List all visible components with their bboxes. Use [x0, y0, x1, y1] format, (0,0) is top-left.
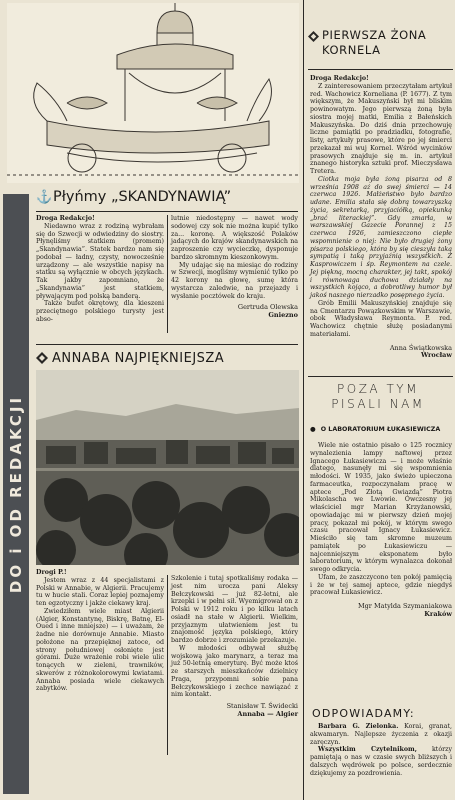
article1-paragraph: lutnie niedostępny — nawet wody sodowej czy sok nie można kupić tylko za... koronę. A większość Polaków jadących do krajów skandynawskich na zaproszenie czy wycieczkę, dysponuje bardzo skromnym kieszonkowym.: [171, 215, 298, 261]
article1-title: Płyńmy „SKANDYNAWIĄ”: [53, 189, 232, 205]
sidebar-label: DO i OD REDAKCJI: [7, 394, 25, 594]
article4-city: Kraków: [424, 609, 452, 618]
article1-column-1: [36, 215, 164, 324]
article1-author: Gertruda Olewska: [237, 303, 298, 312]
annaba-photo: [36, 370, 299, 565]
diamond-icon: [36, 352, 48, 364]
article4-subtitle-row: [310, 416, 452, 435]
article3-city: Annaba — Algier: [237, 709, 298, 718]
article4-author: Mgr Matylda Szymaniakowa: [357, 602, 452, 610]
article1-paragraph: My udając się na miesiąc do rodziny w Szwecji, mogliśmy wymienić tylko po 42 korony na głowę, sumę która wystarcza zaledwie, na przejazdy i wysłanie pocztówek do kraju.: [171, 261, 298, 300]
answer-recipient: Barbara G. Zielonka.: [318, 723, 399, 730]
ship-icon: ⚓: [36, 190, 53, 205]
article1-city: Gniezno: [268, 311, 298, 319]
article3-author: Stanisław T. Świdecki: [226, 702, 298, 710]
article2-title: PIERWSZA ŻONA KORNELA: [322, 28, 427, 57]
article4-body: [310, 442, 452, 619]
article1-heading: [36, 187, 298, 209]
diamond-icon: [308, 31, 319, 42]
article4-subtitle: O LABORATORIUM ŁUKASIEWICZA: [320, 426, 441, 433]
article3-column-2: [171, 575, 298, 719]
article2-paragraph: Ciotka moja była żoną pisarza od 8 września 1908 aż do swej śmierci — 14 czerwca 1926. Małżeństwo było bardzo udane. Emilia stała się dobrą towarzyszką życia, sekretarką, przyjaciółką, opiekunką „brać literackiej”. Gdy zmarła, w warszawskiej Gazecie Porannej z 15 czerwca 1926, zamieszczono ciepłe wspomnienie o niej: Nie było drugiej żony pisarza polskiego, która by się cieszyła taką sympatią i taką przyjaźnią wszystkich. Z Kasprowiczem i śp. Reymontem na czele. Jej piękną, mocną charakter, jej takt, spokój i równowaga duchowa działały na wszystkich kojąco, a dobrotliwy humor był jakoś naszego nierzadko posępnego życia.: [310, 175, 452, 299]
article1-paragraph: Także bufet okrętowy, dla kieszeni przeciętnego polskiego turysty jest abso-: [36, 300, 164, 323]
article3-paragraph: Zwiedziłem wiele miast Algierii (Algier, Konstantynę, Biskrę, Batnę, El-Oued i inne mniejsze) — i uważam, że żadne nie dorównuje Annabie. Miasto położone na przepięknej zatoce, od strony południowej osłonięte jest górami. Duże wrażenie robi wiele ulic tonących w zieleni, trawników, skwerów z różnokolorowymi kwiatami. Annaba posiada wiele ciekawych zabytków.: [36, 607, 164, 693]
article2-heading: [308, 28, 453, 68]
article3-title: ANNABA NAJPIĘKNIEJSZA: [52, 351, 225, 366]
article2-salutation: Droga Redakcjo!: [310, 75, 369, 82]
article2-city: Wrocław: [420, 351, 452, 360]
article3-paragraph: W młodości odbywał służbę wojskową jako marynarz, a teraz ma już 50-letnią emeryturę. Być może ktoś ze starszych mieszkańców dzielnicy Praga, przypomni sobie pana Bełczykowskiego i zechce nawiązać z nim kontakt.: [171, 644, 298, 699]
article2-author: Anna Świątkowska: [389, 343, 452, 352]
article2-paragraph: Grób Emilii Makuszyńskiej znajduje się na Cmentarzu Powązkowskim w Warszawie, obok Władysława Reymonta. P. red. Wachowicz chętnie służę posiadanymi materiałami.: [310, 299, 452, 338]
article1-salutation: Droga Redakcjo!: [36, 215, 95, 222]
section-sidebar: [3, 194, 29, 794]
article3-heading: [36, 347, 298, 367]
article4-paragraph: Ufam, że zaszczycono ten pokój pamięcią i że w tej samej aptece, gdzie niegdyś pracował Łukasiewicz.: [310, 573, 452, 597]
article3-paragraph: Szkolenie i tutaj spotkaliśmy rodaka — jest nim urocza pani Aleksy Bełczykowski — już 82-letni, ale krzepki i w pełni sił. Wyemigrował on z Polski w 1912 roku i po kilku latach osiadł na stałe w Algierii. Wielkim, przyjaznym ułatwieniem jest tu znajomość języka polskiego, który bardzo dobrze i zrozumiale przekazuje.: [171, 575, 298, 644]
bullet-icon: ●: [310, 425, 316, 433]
article2-body: [310, 75, 452, 360]
article4-title: POZA TYM PISALI NAM: [331, 382, 425, 411]
carriage-illustration: [7, 3, 299, 183]
article3-paragraph: Jestem wraz z 44 specjalistami z Polski w Annabie, w Algierii. Pracujemy tu w hucie stali. Coraz lepiej poznajemy ten egzotyczny i jakże ciekawy kraj.: [36, 576, 164, 607]
article4-paragraph: Wiele nie ostatnio pisało o 125 rocznicy wynalezienia lampy naftowej przez Ignacego Łukasiewicza — i może właśnie dlatego, nasunęły mi się wspomnienia młodości. W 1935, jako świeżo upieczona farmaceutka, rozpoczynałam pracę w aptece „Pod Złotą Gwiazdą” Piotra Mikolascha we Lwowie. Ówczesny jej właściciel mgr Marian Krzyżanowski, opowiadając mi w pierwszy dzień mojej pracy, pokazał mi pokój, w którym swego czasu pracował Ignacy Łukasiewicz. Mieściło się tam skromne muzeum pamiątek po Łukasiewiczu — najcenniejszym eksponatem było laboratorium, w którym wynalazca dokonał swego odkrycia.: [310, 442, 452, 573]
answers-body: [310, 723, 452, 777]
article3-column-1: [36, 569, 164, 693]
article1-paragraph: Niedawno wraz z rodziną wybrałam się do Szwecji w odwiedziny do siostry. Płynęliśmy statkiem (promem) „Skandynawia”. Statek bardzo nam się podobał — ładny, czysty, nowocześnie urządzony — ale wszystkie napisy na statku są wyłącznie w obcych językach. Tak jakby zapomniano, że „Skandynawia” jest statkiem, pływającym pod polską banderą.: [36, 222, 164, 300]
answer-text: którzy pamiętają o nas w czasie swych bliższych i dalszych wędrówek po polsce, serdecznie dziękujemy za pozdrowienia.: [310, 746, 453, 777]
answers-title: ODPOWIADAMY:: [312, 707, 415, 720]
article1-column-2: [171, 215, 298, 320]
answer-recipient: Wszystkim Czytelnikom,: [318, 746, 417, 754]
article2-paragraph: Z zainteresowaniem przeczytałam artykuł red. Wachowicz Korneliana (P. 1677). Z tym większym, że Makuszyński był mi bliskim powinowatym. Jego pierwszą żoną była siostra mojej matki, Emilia z Bałeńskich Makuszyńska. Do dziś dnia przechowuję liczne pamiątki po pradziadku, fotografie, listy, artykuły prasowe, które po jej śmierci przekazał mi wuj Kornel. Wśród wycinków prasowych znajduje się m. in. artykuł znanego historyka sztuki prof. Mieczysława Tretera.: [310, 82, 452, 175]
answer-text: Korai, granat, akwamaryn. Najlepsze życzenia z okazji zaręczyn.: [310, 723, 452, 746]
article3-salutation: Drogi P.!: [36, 569, 67, 576]
